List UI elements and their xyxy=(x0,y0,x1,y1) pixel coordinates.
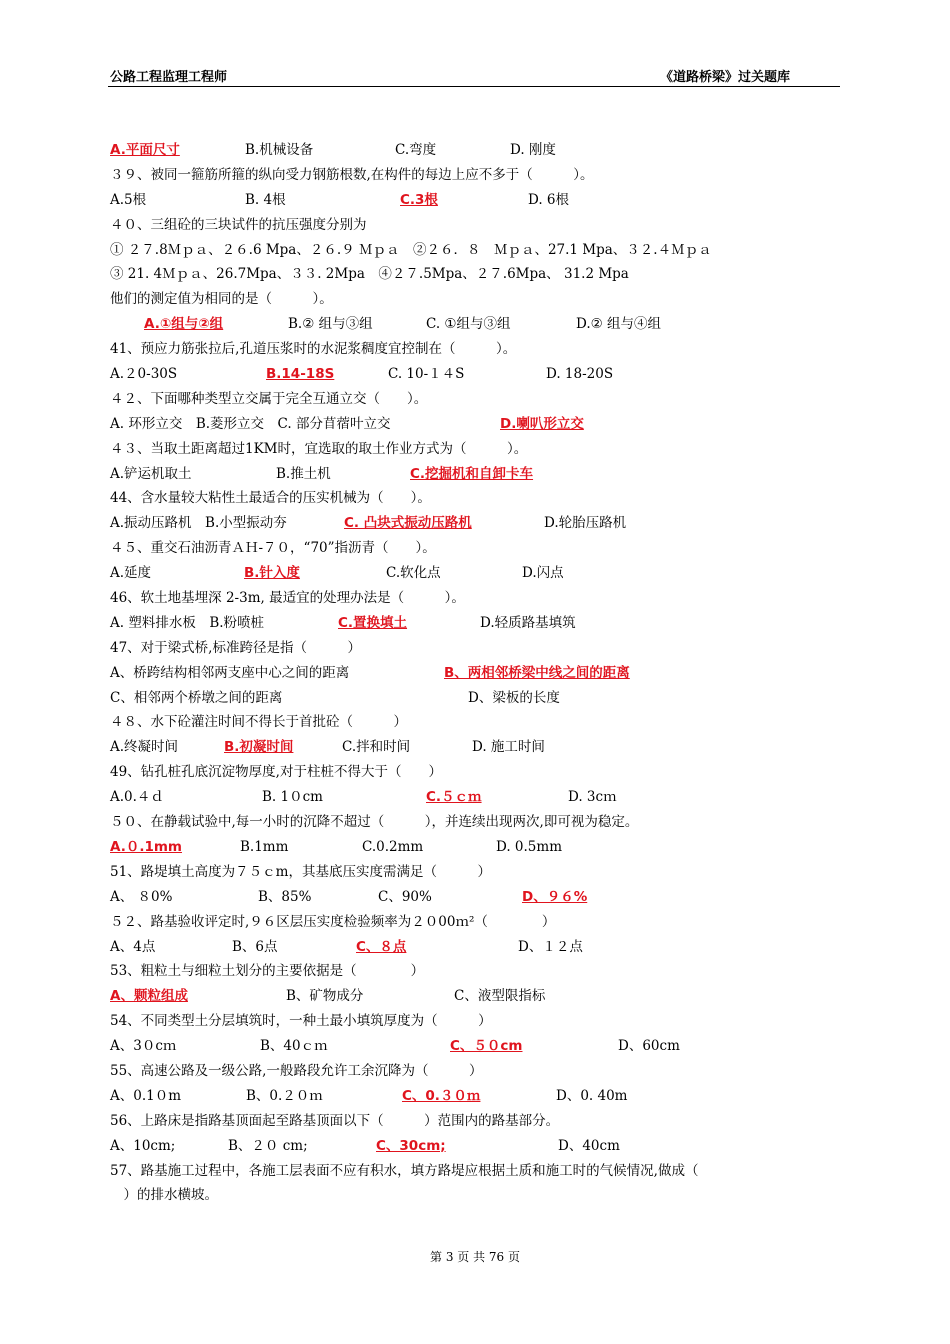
text-line xyxy=(110,810,850,835)
text-line xyxy=(110,312,850,337)
line-text: C.0.2mm xyxy=(362,838,424,855)
line-text: A、3０cｍ xyxy=(110,1038,177,1055)
text-line xyxy=(110,1084,850,1109)
text-line xyxy=(110,760,850,785)
text-line xyxy=(110,238,850,263)
line-text: B.机械设备 xyxy=(245,142,314,158)
line-text: B、0.２０ｍ xyxy=(246,1087,323,1104)
text-line xyxy=(110,686,850,711)
line-text: ４３、当取土距离超过1KM时，宜选取的取土作业方式为（ ）。 xyxy=(110,440,528,457)
text-line xyxy=(110,138,850,163)
text-line xyxy=(110,287,850,312)
line-text: C. 10-１４S xyxy=(388,366,465,383)
text-line xyxy=(110,1183,850,1208)
line-text: 51、路堤填土高度为７５ｃm，其基底压实度需满足（ ） xyxy=(110,863,491,880)
text-line xyxy=(110,984,850,1009)
line-text: B、矿物成分 xyxy=(286,988,364,1005)
line-text: B、6点 xyxy=(232,938,278,955)
text-line xyxy=(110,462,850,487)
text-line xyxy=(110,1159,850,1184)
line-text: D、40cm xyxy=(558,1137,620,1154)
line-text: C、相邻两个桥墩之间的距离 xyxy=(110,689,283,706)
line-text: A. 塑料排水板 B.粉喷桩 xyxy=(110,614,265,631)
line-text: 44、含水量较大粘性土最适合的压实机械为（ ）。 xyxy=(110,490,431,507)
line-text: A.终凝时间 xyxy=(110,739,179,756)
line-text: 41、预应力筋张拉后,孔道压浆时的水泥浆稠度宜控制在（ ）。 xyxy=(110,341,517,358)
page-header xyxy=(108,66,840,87)
line-text: D、60cm xyxy=(618,1038,680,1055)
line-text: A.5根 xyxy=(110,191,147,208)
correct-answer: C.５ｃｍ xyxy=(426,789,482,806)
text-line xyxy=(110,885,850,910)
text-line xyxy=(110,710,850,735)
line-text: A. 环形立交 B.菱形立交 C. 部分苜蓿叶立交 xyxy=(110,415,391,432)
correct-answer: C.挖掘机和自卸卡车 xyxy=(410,465,534,482)
text-line xyxy=(110,1059,850,1084)
correct-answer: A.０.1mm xyxy=(110,838,182,855)
line-text: A、0.1０m xyxy=(110,1087,182,1104)
text-line xyxy=(110,412,850,437)
correct-answer: C、８点 xyxy=(356,938,407,955)
question-list xyxy=(110,138,850,1208)
line-text: B、40ｃｍ xyxy=(260,1038,328,1055)
text-line xyxy=(110,536,850,561)
line-text: A、10cm; xyxy=(110,1137,176,1154)
text-line xyxy=(110,935,850,960)
line-text: B. 1０cm xyxy=(262,789,323,806)
line-text: ４８、水下砼灌注时间不得长于首批砼（ ） xyxy=(110,714,407,731)
text-line xyxy=(110,163,850,188)
correct-answer: B.初凝时间 xyxy=(224,739,294,756)
line-text: ③ 21. 4Ｍｐａ、26.7Mpa、３３. 2Mpa ④２７.5Mpa、２７.6Mpa、 31.2 Mpa xyxy=(110,266,629,283)
text-line xyxy=(110,959,850,984)
text-line xyxy=(110,213,850,238)
text-line xyxy=(110,1109,850,1134)
text-line xyxy=(110,337,850,362)
correct-answer: B、两相邻桥梁中线之间的距离 xyxy=(444,664,630,681)
line-text: D、0. 40m xyxy=(556,1087,628,1104)
line-text: B. 4根 xyxy=(245,191,286,208)
correct-answer: C、５０cm xyxy=(450,1038,523,1055)
correct-answer: C.3根 xyxy=(400,191,438,208)
line-text: D.② 组与④组 xyxy=(576,316,662,333)
line-text: B.② 组与③组 xyxy=(288,316,373,333)
correct-answer: A、颗粒组成 xyxy=(110,988,188,1005)
line-text: 53、粗粒土与细粒土划分的主要依据是（ ） xyxy=(110,963,425,980)
correct-answer: C. 凸块式振动压路机 xyxy=(344,515,472,532)
line-text: A.２0-30S xyxy=(110,366,178,383)
text-line xyxy=(110,910,850,935)
line-text: 49、钻孔桩孔底沉淀物厚度,对于柱桩不得大于（ ） xyxy=(110,764,442,781)
text-line xyxy=(110,785,850,810)
correct-answer: B.针入度 xyxy=(244,565,300,582)
text-line xyxy=(110,860,850,885)
page-number: 第 3 页 共 76 页 xyxy=(430,1250,520,1264)
correct-answer: A.①组与②组 xyxy=(144,316,224,333)
line-text: ５０、在静载试验中,每一小时的沉降不超过（ ），并连续出现两次,即可视为稳定。 xyxy=(110,814,639,831)
line-text: A.振动压路机 B.小型振动夯 xyxy=(110,515,287,532)
line-text: D.闪点 xyxy=(522,565,564,582)
line-text: B.1mm xyxy=(240,838,289,855)
line-text: 57、路基施工过程中，各施工层表面不应有积水，填方路堤应根据土质和施工时的气候情况,做成（ xyxy=(110,1162,699,1179)
line-text: B、85% xyxy=(258,888,312,905)
text-line xyxy=(110,586,850,611)
line-text: D. 施工时间 xyxy=(472,739,545,756)
line-text: D. 3cｍ xyxy=(568,789,617,806)
line-text: A.铲运机取土 xyxy=(110,465,192,482)
line-text: C.弯度 xyxy=(395,142,437,158)
header-right-title: 《道路桥梁》过关题库 xyxy=(659,70,790,85)
line-text: ）的排水横坡。 xyxy=(110,1187,218,1204)
line-text: A、桥跨结构相邻两支座中心之间的距离 xyxy=(110,664,350,681)
correct-answer: C.置换填土 xyxy=(338,614,408,631)
line-text: 46、软土地基埋深 2-3m, 最适宜的处理办法是（ ）。 xyxy=(110,590,465,607)
text-line xyxy=(110,1009,850,1034)
line-text: ４０、三组砼的三块试件的抗压强度分别为 xyxy=(110,216,367,233)
text-line xyxy=(110,835,850,860)
text-line xyxy=(110,511,850,536)
line-text: 55、高速公路及一级公路,一般路段允许工余沉降为（ ） xyxy=(110,1062,483,1079)
line-text: C.拌和时间 xyxy=(342,739,411,756)
header-left-title: 公路工程监理工程师 xyxy=(110,70,228,85)
line-text: ５２、路基验收评定时,９６区层压实度检验频率为２０00ｍ²（ ） xyxy=(110,913,556,930)
line-text: D、梁板的长度 xyxy=(468,689,560,706)
line-text: B.推土机 xyxy=(276,465,331,482)
text-line xyxy=(110,1034,850,1059)
text-line xyxy=(110,636,850,661)
text-line xyxy=(110,611,850,636)
correct-answer: C、30cm; xyxy=(376,1137,446,1154)
line-text: ４５、重交石油沥青ＡＨ-７０，“70”指沥青（ ）。 xyxy=(110,540,436,557)
line-text: 54、不同类型土分层填筑时，一种土最小填筑厚度为（ ） xyxy=(110,1013,492,1030)
text-line xyxy=(110,561,850,586)
line-text: ４２、下面哪种类型立交属于完全互通立交（ ）。 xyxy=(110,390,428,407)
line-text: A.0.４ｄ xyxy=(110,789,164,806)
line-text: D. 18-20S xyxy=(546,366,614,383)
line-text: A、4点 xyxy=(110,938,156,955)
line-text: D.轻质路基填筑 xyxy=(480,614,576,631)
text-line xyxy=(110,1134,850,1159)
correct-answer: C、0.３０ｍ xyxy=(402,1087,481,1104)
line-text: ① ２７.8Ｍｐａ、２６.6 Mpa、２６.９ Ｍｐａ ②２６．８ Ｍｐａ、27.1 Mpa、３２.４Ｍｐａ xyxy=(110,241,712,258)
line-text: D. 6根 xyxy=(528,191,570,208)
line-text: C、液型限指标 xyxy=(454,988,546,1005)
line-text: D、１２点 xyxy=(518,938,583,955)
line-text: A、 ８0% xyxy=(110,888,173,905)
correct-answer: B.14-18S xyxy=(266,366,335,383)
line-text: B、２０ cm; xyxy=(228,1137,308,1154)
text-line xyxy=(110,661,850,686)
line-text: ３９、被同一箍筋所箍的纵向受力钢筋根数,在构件的每边上应不多于（ ）。 xyxy=(110,166,594,183)
line-text: C.软化点 xyxy=(386,565,441,582)
text-line xyxy=(110,486,850,511)
text-line xyxy=(110,362,850,387)
correct-answer: D、９６% xyxy=(522,888,588,905)
text-line xyxy=(110,735,850,760)
correct-answer: A.平面尺寸 xyxy=(110,142,180,158)
line-text: 他们的测定值为相同的是（ ）。 xyxy=(110,291,333,308)
text-line xyxy=(110,188,850,213)
line-text: D. 刚度 xyxy=(510,142,556,158)
line-text: D.轮胎压路机 xyxy=(544,515,627,532)
line-text: C. ①组与③组 xyxy=(426,316,511,333)
line-text: 47、对于梁式桥,标准跨径是指（ ） xyxy=(110,639,361,656)
line-text: D. 0.5mm xyxy=(496,838,562,855)
text-line xyxy=(110,387,850,412)
text-line xyxy=(110,437,850,462)
line-text: 56、上路床是指路基顶面起至路基顶面以下（ ）范围内的路基部分。 xyxy=(110,1112,560,1129)
line-text: A.延度 xyxy=(110,565,152,582)
correct-answer: D.喇叭形立交 xyxy=(500,415,584,432)
text-line xyxy=(110,262,850,287)
line-text: C、90% xyxy=(378,888,432,905)
